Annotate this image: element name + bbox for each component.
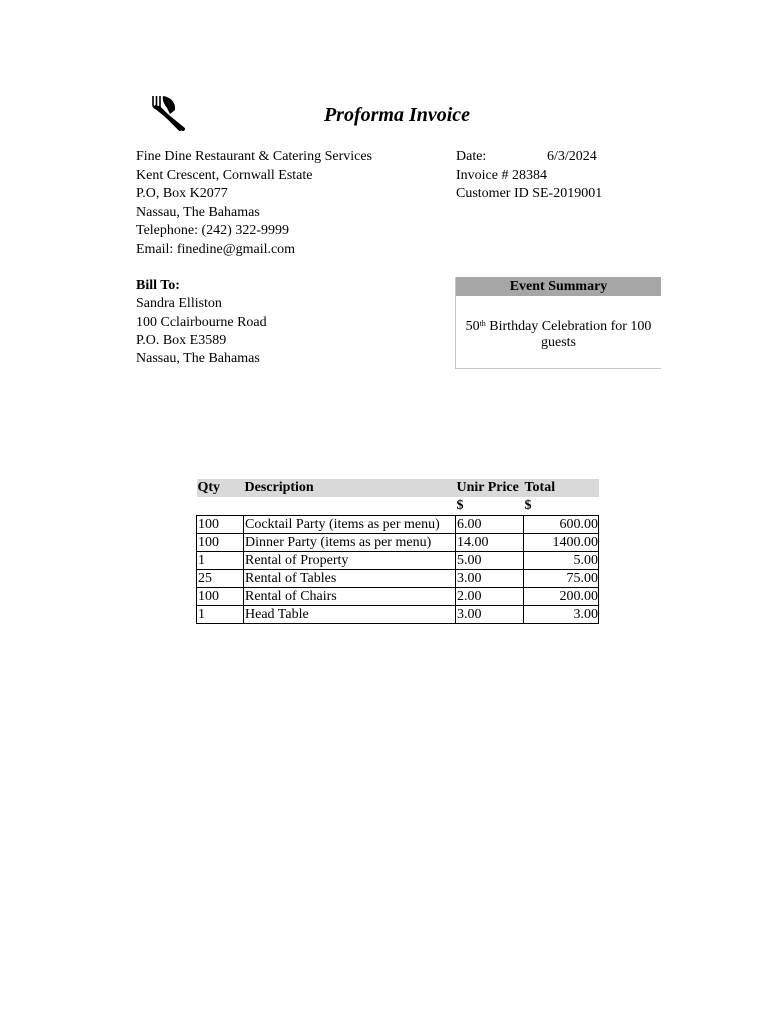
bill-to-pobox: P.O. Box E3589 bbox=[136, 332, 227, 348]
company-pobox: P.O, Box K2077 bbox=[136, 186, 228, 201]
description-cell: Head Table bbox=[244, 606, 456, 624]
unit-price-header: Unir Price bbox=[456, 479, 524, 497]
bill-to-address: 100 Cclairbourne Road bbox=[136, 314, 267, 330]
qty-cell: 100 bbox=[197, 534, 244, 552]
qty-cell: 1 bbox=[197, 606, 244, 624]
unit-price-currency: $ bbox=[456, 498, 464, 513]
company-address: Kent Crescent, Cornwall Estate bbox=[136, 167, 313, 183]
event-summary-text bbox=[456, 296, 661, 351]
total-cell: 1400.00 bbox=[524, 534, 599, 552]
description-cell: Dinner Party (items as per menu) bbox=[244, 534, 456, 552]
company-name: Fine Dine Restaurant & Catering Services bbox=[136, 149, 372, 164]
event-number: 50 bbox=[465, 319, 480, 334]
total-currency: $ bbox=[524, 498, 532, 513]
bill-to-name: Sandra Elliston bbox=[136, 296, 222, 312]
description-header: Description bbox=[244, 479, 456, 497]
total-cell: 600.00 bbox=[524, 516, 599, 534]
unit-price-cell: 6.00 bbox=[456, 516, 524, 534]
bill-to-label: Bill To: bbox=[136, 278, 180, 293]
table-row bbox=[197, 534, 599, 552]
unit-price-cell: 3.00 bbox=[456, 606, 524, 624]
bill-to-city: Nassau, The Bahamas bbox=[136, 351, 260, 367]
table-header-row bbox=[197, 479, 599, 497]
qty-cell: 100 bbox=[197, 516, 244, 534]
company-email: Email: finedine@gmail.com bbox=[136, 241, 296, 257]
description-cell: Rental of Property bbox=[244, 552, 456, 570]
qty-cell: 100 bbox=[197, 588, 244, 606]
page-title: Proforma Invoice bbox=[323, 104, 471, 126]
date-row bbox=[456, 148, 602, 167]
unit-price-cell: 3.00 bbox=[456, 570, 524, 588]
event-number-suffix: th bbox=[479, 319, 486, 328]
qty-cell: 25 bbox=[197, 570, 244, 588]
description-cell: Rental of Tables bbox=[244, 570, 456, 588]
table-row bbox=[197, 552, 599, 570]
invoice-number: Invoice # 28384 bbox=[456, 167, 547, 183]
invoice-meta bbox=[456, 148, 602, 204]
table-row bbox=[197, 588, 599, 606]
unit-price-cell: 2.00 bbox=[456, 588, 524, 606]
total-cell: 3.00 bbox=[524, 606, 599, 624]
company-city: Nassau, The Bahamas bbox=[136, 204, 260, 220]
qty-header: Qty bbox=[197, 479, 244, 497]
customer-id: Customer ID SE-2019001 bbox=[456, 186, 603, 201]
total-cell: 200.00 bbox=[524, 588, 599, 606]
unit-price-cell: 14.00 bbox=[456, 534, 524, 552]
unit-price-cell: 5.00 bbox=[456, 552, 524, 570]
event-summary-header: Event Summary bbox=[456, 277, 661, 296]
total-cell: 75.00 bbox=[524, 570, 599, 588]
description-cell: Cocktail Party (items as per menu) bbox=[244, 516, 456, 534]
bill-to bbox=[136, 277, 267, 368]
event-description: Birthday Celebration for 100 guests bbox=[489, 319, 652, 350]
description-cell: Rental of Chairs bbox=[244, 588, 456, 606]
table-row bbox=[197, 516, 599, 534]
date-label: Date: bbox=[456, 149, 487, 164]
event-summary-box bbox=[455, 277, 661, 369]
date-value: 6/3/2024 bbox=[547, 149, 597, 164]
qty-cell: 1 bbox=[197, 552, 244, 570]
table-row bbox=[197, 606, 599, 624]
total-header: Total bbox=[524, 479, 599, 497]
company-info bbox=[136, 148, 372, 259]
total-cell: 5.00 bbox=[524, 552, 599, 570]
currency-row bbox=[197, 497, 599, 516]
table-row bbox=[197, 570, 599, 588]
company-telephone: Telephone: (242) 322-9999 bbox=[136, 223, 289, 238]
invoice-table bbox=[196, 479, 599, 624]
